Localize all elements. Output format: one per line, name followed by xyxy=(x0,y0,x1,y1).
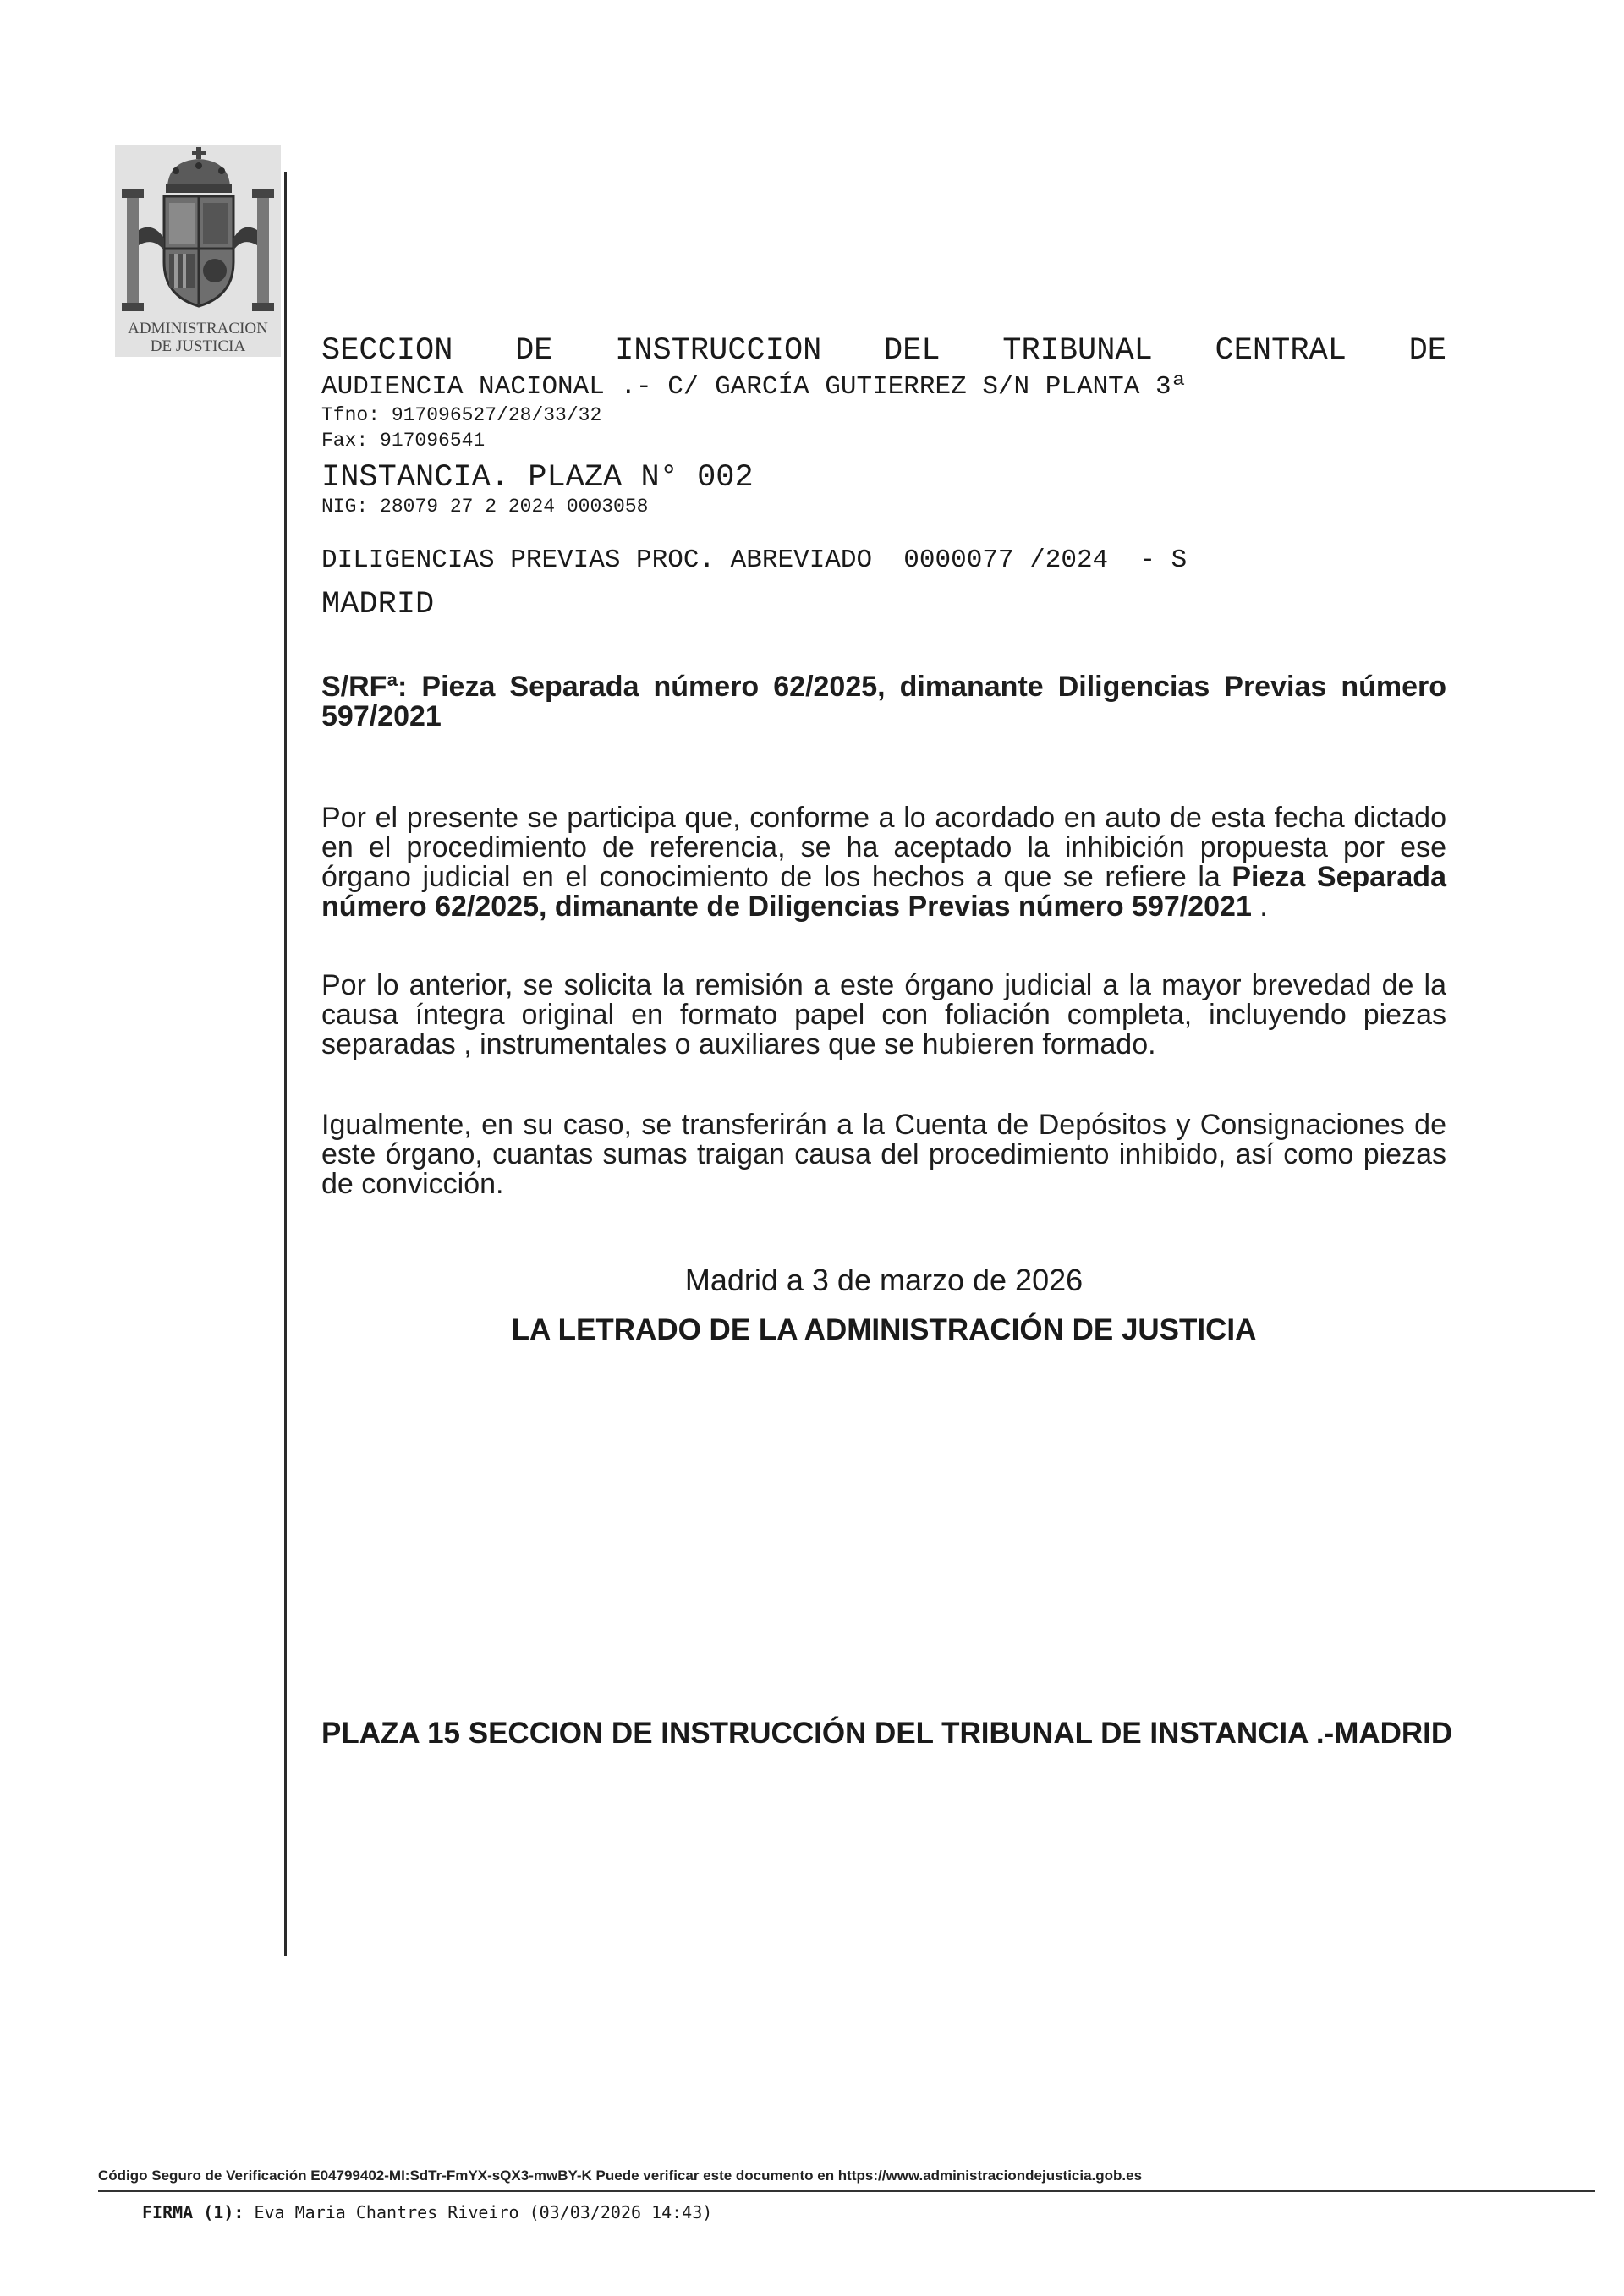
nig-number: NIG: 28079 27 2 2024 0003058 xyxy=(321,496,649,518)
court-phone: Tfno: 917096527/28/33/32 xyxy=(321,404,602,426)
paragraph-1-start: Por el presente se participa que, conforme a lo acordado en auto de esta fecha dictado en el procedimiento de referencia, se ha aceptado la inhibición propuesta por ese órgano judicial en el conocimiento de los hechos a que se refiere la xyxy=(321,802,1446,893)
coat-of-arms-icon xyxy=(115,145,281,319)
reference-label: S/RFª: xyxy=(321,671,408,703)
reference-line xyxy=(321,672,1446,732)
signature-label: FIRMA (1): xyxy=(142,2202,244,2222)
date-line: Madrid a 3 de marzo de 2026 xyxy=(684,1263,1084,1297)
procedure-number: DILIGENCIAS PREVIAS PROC. ABREVIADO 0000077 /2024 - S xyxy=(321,545,1188,575)
court-title-word: DEL xyxy=(883,333,941,369)
logo-caption-line2: DE JUSTICIA xyxy=(150,337,246,355)
signature-value: Eva Maria Chantres Riveiro (03/03/2026 14:43) xyxy=(244,2202,713,2222)
court-title-word: TRIBUNAL xyxy=(1002,333,1153,369)
court-title-line2: INSTANCIA. PLAZA N° 002 xyxy=(321,460,754,496)
signatory-title: LA LETRADO DE LA ADMINISTRACIÓN DE JUSTICIA xyxy=(511,1313,1257,1346)
paragraph-1-end: . xyxy=(1251,890,1268,923)
court-address: AUDIENCIA NACIONAL .- C/ GARCÍA GUTIERREZ S/N PLANTA 3ª xyxy=(321,372,1188,402)
paragraph-1-bold: Pieza Separada número 62/2025, dimanante de Diligencias Previas número 597/2021 xyxy=(321,861,1446,923)
court-title-word: CENTRAL xyxy=(1215,333,1347,369)
court-title-line1 xyxy=(321,330,1446,372)
court-title-word: SECCION xyxy=(321,333,453,369)
court-fax: Fax: 917096541 xyxy=(321,430,486,452)
court-title-word: DE xyxy=(515,333,553,369)
recipient-court: PLAZA 15 SECCION DE INSTRUCCIÓN DEL TRIBUNAL DE INSTANCIA .-MADRID xyxy=(321,1717,1453,1750)
court-title-word: DE xyxy=(1408,333,1446,369)
signature-line xyxy=(142,2202,712,2222)
administracion-justicia-logo xyxy=(115,145,281,357)
court-title-line3: MADRID xyxy=(321,587,435,622)
paragraph-3: Igualmente, en su caso, se transferirán a la Cuenta de Depósitos y Consignaciones de este órgano, cuantas sumas traigan causa del procedimiento inhibido, así como piezas de convicción. xyxy=(321,1109,1446,1200)
reference-text: Pieza Separada número 62/2025, dimanante Diligencias Previas número 597/2021 xyxy=(321,671,1446,732)
verification-code: Código Seguro de Verificación E04799402-MI:SdTr-FmYX-sQX3-mwBY-K Puede verificar este documento en https://www.administraciondejusticia.gob.es xyxy=(98,2167,1143,2184)
paragraph-1 xyxy=(321,803,1446,922)
court-title xyxy=(321,245,1446,668)
court-title-word: INSTRUCCION xyxy=(615,333,822,369)
logo-caption-line1: ADMINISTRACION xyxy=(128,320,268,337)
footer-divider xyxy=(98,2190,1595,2192)
paragraph-2: Por lo anterior, se solicita la remisión a este órgano judicial a la mayor brevedad de la causa íntegra original en formato papel con foliación completa, incluyendo piezas separadas , instrumentales o auxiliares que se hubieren formado. xyxy=(321,969,1446,1060)
vertical-margin-rule xyxy=(284,172,287,1956)
